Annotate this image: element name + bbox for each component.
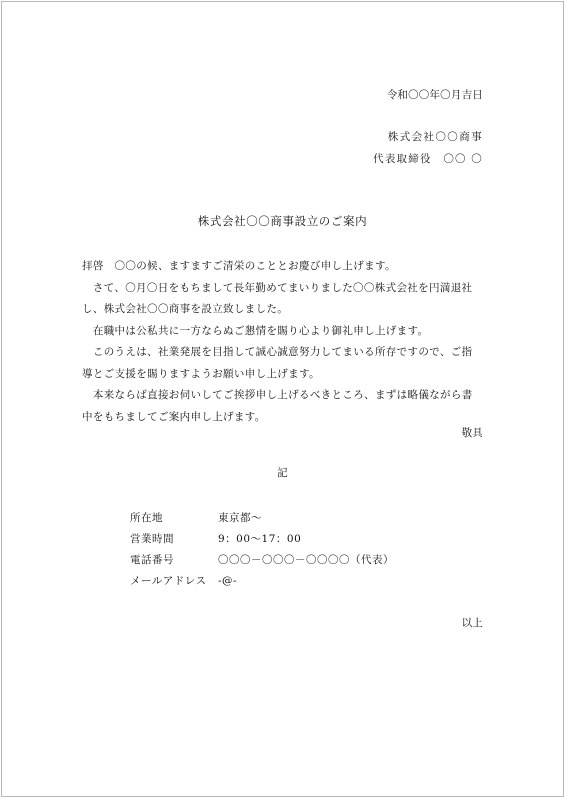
closing-keigu: 敬具 — [461, 427, 483, 439]
body-line: 拝啓 〇〇の候、ますますご清栄のこととお慶び申し上げます。 — [82, 260, 396, 272]
body-line: し、株式会社〇〇商事を設立致しました。 — [82, 303, 289, 315]
letter-body — [82, 256, 487, 428]
ki-heading: 記 — [277, 467, 288, 479]
letter-title: 株式会社〇〇商事設立のご案内 — [197, 214, 368, 228]
details-label: メールアドレス — [130, 575, 207, 587]
details-row-address — [130, 508, 394, 529]
details-row-phone — [130, 550, 394, 571]
body-line: 導とご支援を賜りますようお願い申し上げます。 — [82, 367, 320, 380]
details-value: 東京都～ — [218, 512, 262, 524]
details-label: 電話番号 — [130, 554, 174, 566]
body-line: 本来ならば直接お伺いしてご挨拶申し上げるべきところ、まずは略儀ながら書 — [82, 389, 473, 401]
details-value: -@- — [218, 575, 238, 587]
body-line: 中をもちましてご案内申し上げます。 — [82, 410, 266, 423]
letter-date: 令和〇〇年〇月吉日 — [386, 89, 483, 101]
details-list — [130, 508, 394, 592]
sender-company: 株式会社〇〇商事 — [387, 131, 483, 143]
body-line: さて、〇月〇日をもちまして長年勤めてまいりました〇〇株式会社を円満退社 — [82, 281, 473, 294]
body-line: 在職中は公私共に一方ならぬご懇情を賜り心より御礼申し上げます。 — [82, 324, 429, 337]
details-label: 所在地 — [130, 512, 163, 524]
body-line: このうえは、社業発展を目指して誠心誠意努力してまいる所存ですので、ご指 — [82, 346, 473, 358]
sender-representative: 代表取締役 〇〇 〇 — [373, 153, 483, 165]
details-row-email — [130, 571, 394, 592]
details-value: 9：00～17：00 — [218, 533, 302, 545]
details-label: 営業時間 — [130, 533, 174, 545]
document-page — [1, 1, 564, 797]
details-row-hours — [130, 529, 394, 550]
details-value: 〇〇〇－〇〇〇－〇〇〇〇（代表） — [218, 554, 394, 566]
closing-ijou: 以上 — [461, 617, 483, 629]
